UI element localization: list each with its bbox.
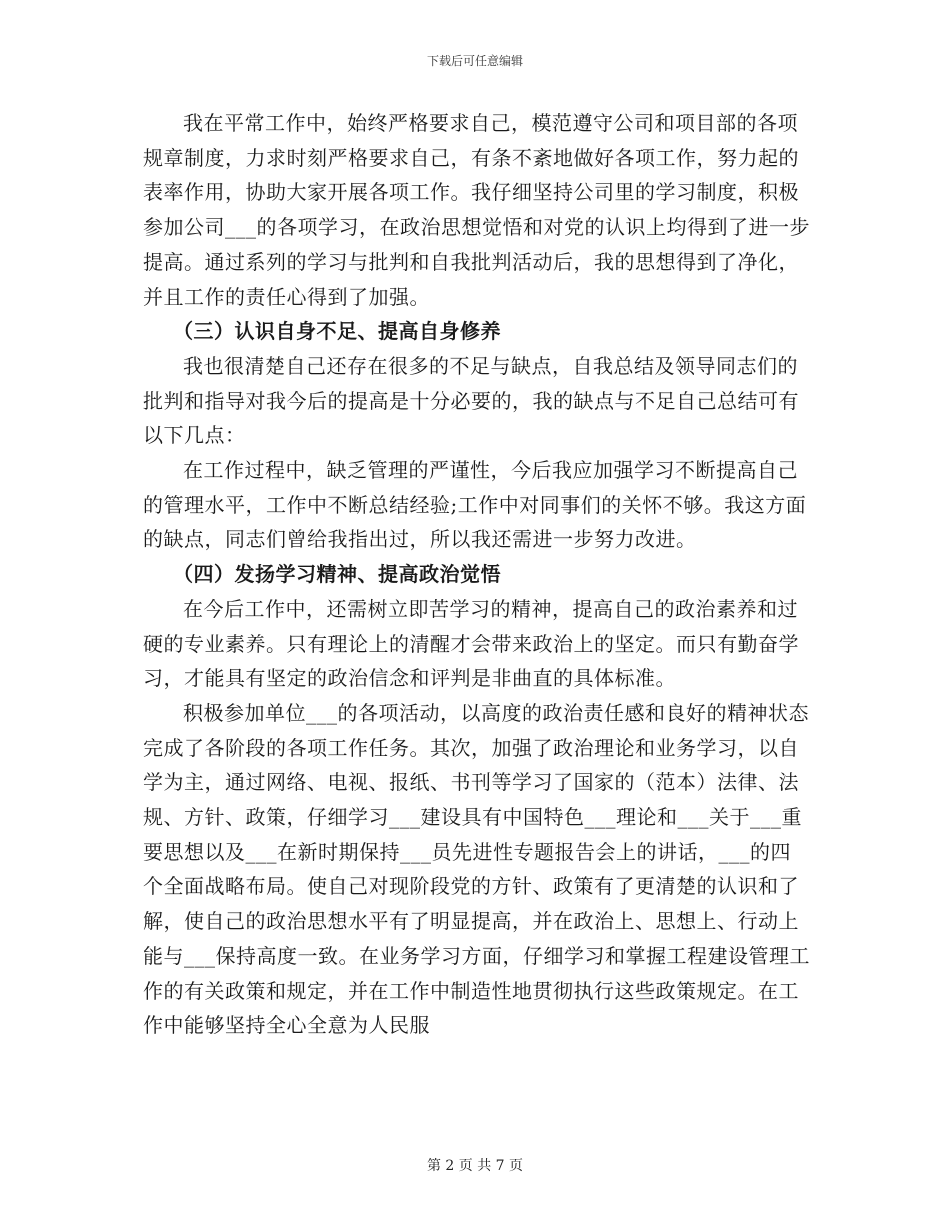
paragraph-4: 在今后工作中，还需树立即苦学习的精神，提高自己的政治素养和过硬的专业素养。只有理论上的清醒才会带来政治上的坚定。而只有勤奋学习，才能具有坚定的政治信念和评判是非曲直的具体标准。 xyxy=(143,596,799,691)
paragraph-5: 积极参加单位___的各项活动，以高度的政治责任感和良好的精神状态完成了各阶段的各项工作任务。其次，加强了政治理论和业务学习，以自学为主，通过网络、电视、报纸、书刊等学习了国家的（范本）法律、法规、方针、政策，仔细学习___建设具有中国特色___理论和___关于___重要思想以及___在新时期保持___员先进性专题报告会上的讲话，___的四个全面战略布局。使自己对现阶段党的方针、政策有了更清楚的认识和了解，使自己的政治思想水平有了明显提高，并在政治上、思想上、行动上能与___保持高度一致。在业务学习方面，仔细学习和掌握工程建设管理工作的有关政策和规定，并在工作中制造性地贯彻执行这些政策规定。在工作中能够坚持全心全意为人民服 xyxy=(143,700,810,1038)
document-body xyxy=(143,106,811,1043)
paragraph-1: 我在平常工作中，始终严格要求自己，模范遵守公司和项目部的各项规章制度，力求时刻严格要求自己，有条不紊地做好各项工作，努力起的表率作用，协助大家开展各项工作。我仔细坚持公司里的学习制度，积极参加公司___的各项学习，在政治思想觉悟和对党的认识上均得到了进一步提高。通过系列的学习与批判和自我批判活动后，我的思想得到了净化，并且工作的责任心得到了加强。 xyxy=(143,111,810,309)
paragraph-3: 在工作过程中，缺乏管理的严谨性，今后我应加强学习不断提高自己的管理水平，工作中不断总结经验;工作中对同事们的关怀不够。我这方面的缺点，同志们曾给我指出过，所以我还需进一步努力改进。 xyxy=(143,458,807,552)
section-heading-4: （四）发扬学习精神、提高政治觉悟 xyxy=(173,562,501,587)
page-header: 下载后可任意编辑 xyxy=(426,54,523,68)
paragraph-2: 我也很清楚自己还存在很多的不足与缺点，自我总结及领导同志们的批判和指导对我今后的提高是十分必要的，我的缺点与不足自己总结可有以下几点： xyxy=(143,353,799,448)
page-number-footer: 第 2 页 共 7 页 xyxy=(426,1158,524,1174)
section-heading-3: （三）认识自身不足、提高自身修养 xyxy=(173,319,501,344)
